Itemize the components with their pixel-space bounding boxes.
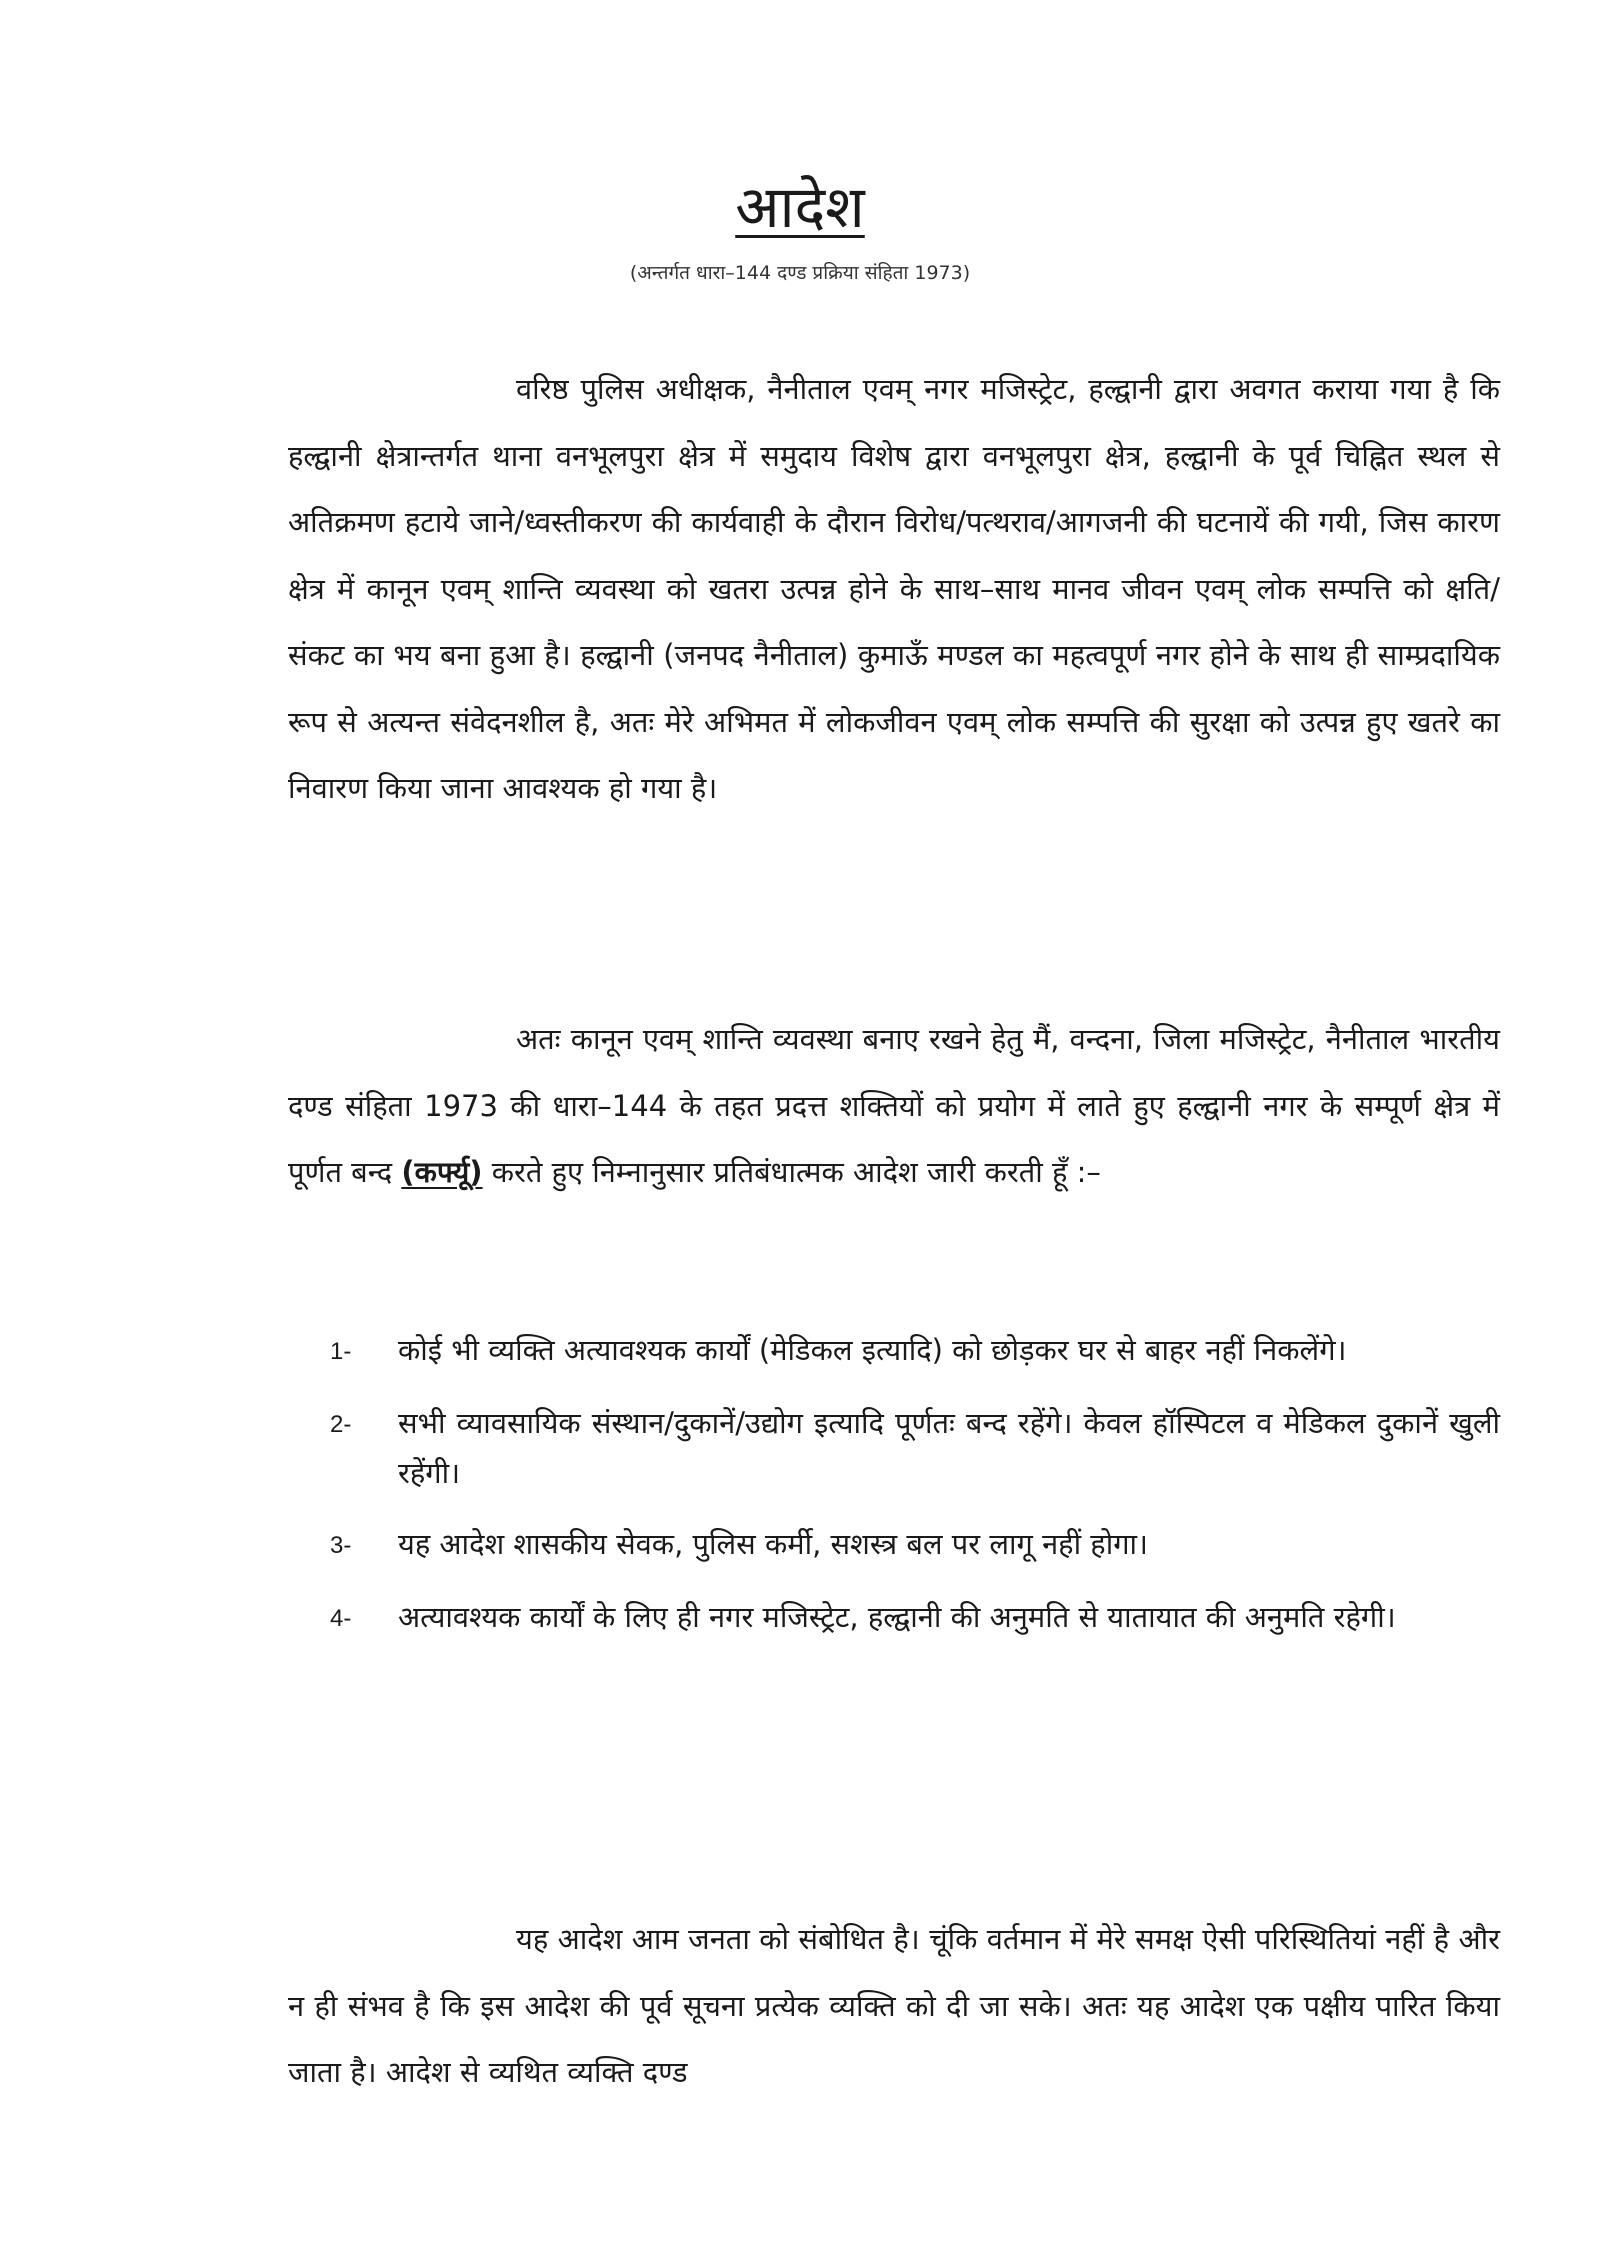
list-item-text: सभी व्यावसायिक संस्थान/दुकानें/उद्योग इत्यादि पूर्णतः बन्द रहेंगे। केवल हॉस्पिटल व मेडिकल दुकानें खुली रहेंगी। [398, 1406, 1500, 1490]
paragraph-order-intro-tail: करते हुए निम्नानुसार प्रतिबंधात्मक आदेश जारी करती हूँ :– [482, 1155, 1101, 1189]
orders-list [330, 1325, 1500, 1665]
list-item-text: अत्यावश्यक कार्यों के लिए ही नगर मजिस्ट्रेट, हल्द्वानी की अनुमति से यातायात की अनुमति रहेगी। [398, 1600, 1396, 1634]
list-item [330, 1519, 1500, 1571]
list-item-number: 1- [330, 1338, 352, 1365]
list-item [330, 1592, 1500, 1644]
list-item [330, 1398, 1500, 1498]
list-item-text: कोई भी व्यक्ति अत्यावश्यक कार्यों (मेडिकल इत्यादि) को छोड़कर घर से बाहर नहीं निकलेंगे। [398, 1333, 1347, 1367]
curfew-label: (कर्फ्यू) [401, 1155, 483, 1189]
order-subtitle: (अन्तर्गत धारा–144 दण्ड प्रक्रिया संहिता 1973) [629, 262, 971, 284]
order-title: आदेश [735, 173, 865, 241]
paragraph-order-intro [288, 1006, 1500, 1206]
list-item [330, 1325, 1500, 1377]
paragraph-background: वरिष्ठ पुलिस अधीक्षक, नैनीताल एवम् नगर मजिस्ट्रेट, हल्द्वानी द्वारा अवगत कराया गया है कि हल्द्वानी क्षेत्रान्तर्गत थाना वनभूलपुरा क्षेत्र में समुदाय विशेष द्वारा वनभूलपुरा क्षेत्र, हल्द्वानी के पूर्व चिह्नित स्थल से अतिक्रमण हटाये जाने/ध्वस्तीकरण की कार्यवाही के दौरान विरोध/पत्थराव/आगजनी की घटनायें की गयी, जिस कारण क्षेत्र में कानून एवम् शान्ति व्यवस्था को खतरा उत्पन्न होने के साथ–साथ मानव जीवन एवम् लोक सम्पत्ति को क्षति/संकट का भय बना हुआ है। हल्द्वानी (जनपद नैनीताल) कुमाऊँ मण्डल का महत्वपूर्ण नगर होने के साथ ही साम्प्रदायिक रूप से अत्यन्त संवेदनशील है, अतः मेरे अभिमत में लोकजीवन एवम् लोक सम्पत्ति की सुरक्षा को उत्पन्न हुए खतरे का निवारण किया जाना आवश्यक हो गया है। [288, 372, 1500, 805]
list-item-number: 4- [330, 1605, 352, 1632]
order-title-wrap [0, 172, 1600, 242]
paragraph-public-notice: यह आदेश आम जनता को संबोधित है। चूंकि वर्तमान में मेरे समक्ष ऐसी परिस्थितियां नहीं है और न ही संभव है कि इस आदेश की पूर्व सूचना प्रत्येक व्यक्ति को दी जा सके। अतः यह आदेश एक पक्षीय पारित किया जाता है। आदेश से व्यथित व्यक्ति दण्ड [288, 1922, 1500, 2089]
list-item-number: 2- [330, 1411, 352, 1438]
list-item-number: 3- [330, 1532, 352, 1559]
paragraph-order-intro-text: अतः कानून एवम् शान्ति व्यवस्था बनाए रखने हेतु मैं, वन्दना, जिला मजिस्ट्रेट, नैनीताल भारतीय दण्ड संहिता 1973 की धारा–144 के तहत प्रदत्त शक्तियों को प्रयोग में लाते हुए हल्द्वानी नगर के सम्पूर्ण क्षेत्र में पूर्णत बन्द [288, 1022, 1500, 1189]
list-item-text: यह आदेश शासकीय सेवक, पुलिस कर्मी, सशस्त्र बल पर लागू नहीं होगा। [398, 1527, 1149, 1561]
